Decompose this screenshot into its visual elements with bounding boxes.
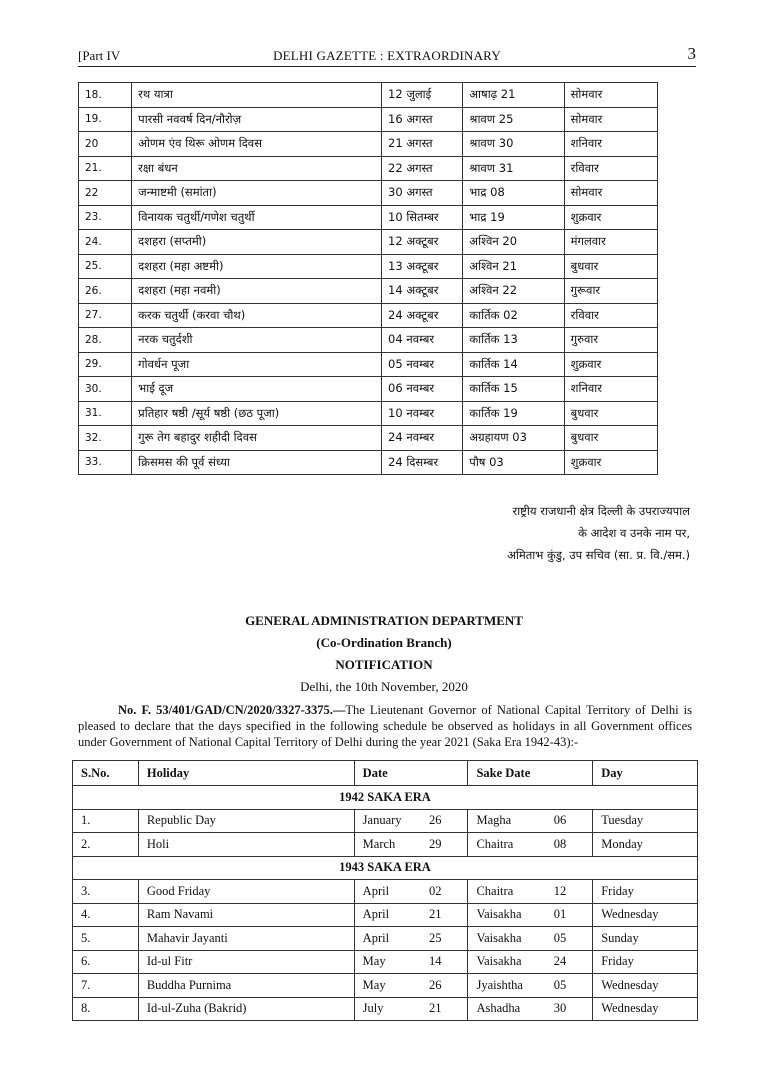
notification-date: Delhi, the 10th November, 2020	[300, 679, 468, 694]
cell-sno: 8.	[73, 997, 139, 1021]
signature-line-3: अमिताभ कुंडु, उप सचिव (सा. प्र. वि./सम.)	[507, 548, 690, 562]
table-row	[79, 132, 658, 157]
cell-saka-date	[468, 950, 593, 974]
cell-sno: 23.	[79, 205, 132, 230]
cell-holiday: Good Friday	[138, 880, 354, 904]
cell-saka-date	[468, 809, 593, 833]
cell-date: 04 नवम्बर	[382, 328, 463, 353]
table-row	[73, 880, 698, 904]
saka-day: 05	[553, 930, 567, 945]
signature-block	[507, 500, 690, 566]
cell-day: रविवार	[564, 303, 657, 328]
cell-day: बुधवार	[564, 426, 657, 451]
cell-date: 05 नवम्बर	[382, 352, 463, 377]
cell-day: सोमवार	[564, 83, 657, 108]
table-row	[79, 426, 658, 451]
cell-date: 10 सितम्बर	[382, 205, 463, 230]
cell-day: Wednesday	[593, 974, 698, 998]
cell-day: Wednesday	[593, 903, 698, 927]
table-row	[73, 974, 698, 998]
saka-month: Chaitra	[476, 883, 514, 898]
cell-date	[354, 997, 468, 1021]
date-month: April	[362, 883, 390, 898]
cell-date: 24 नवम्बर	[382, 426, 463, 451]
cell-saka-date: भाद्र 08	[463, 181, 564, 206]
date-month: May	[362, 977, 386, 992]
cell-saka-date: भाद्र 19	[463, 205, 564, 230]
table-row	[73, 903, 698, 927]
cell-saka-date	[468, 880, 593, 904]
department-title: GENERAL ADMINISTRATION DEPARTMENT	[245, 613, 523, 628]
cell-date: 22 अगस्त	[382, 156, 463, 181]
cell-sno: 5.	[73, 927, 139, 951]
date-month: January	[362, 813, 402, 828]
cell-sno: 27.	[79, 303, 132, 328]
cell-date	[354, 974, 468, 998]
table-row	[79, 279, 658, 304]
notification-text: The Lieutenant Governor of National Capital Territory of Delhi is pleased to declare that the days specified in the following schedule be observed as holidays in all Government offices under Government of National Capital Territory of Delhi during the year 2021 (Saka Era 1942-43):-	[78, 703, 692, 749]
cell-day: Wednesday	[593, 997, 698, 1021]
saka-month: Vaisakha	[476, 954, 522, 969]
cell-holiday: प्रतिहार षष्ठी /सूर्य षष्ठी (छठ पूजा)	[132, 401, 382, 426]
header-day: Day	[593, 761, 698, 786]
cell-saka-date: आषाढ़ 21	[463, 83, 564, 108]
header-date: Date	[354, 761, 468, 786]
gazette-title: DELHI GAZETTE : EXTRAORDINARY	[273, 48, 501, 63]
saka-day: 24	[553, 954, 567, 969]
cell-sno: 31.	[79, 401, 132, 426]
cell-day: रविवार	[564, 156, 657, 181]
cell-date: 16 अगस्त	[382, 107, 463, 132]
saka-day: 01	[553, 907, 567, 922]
part-label: [Part IV	[78, 48, 121, 63]
cell-holiday: क्रिसमस की पूर्व संध्या	[132, 450, 382, 475]
cell-date	[354, 880, 468, 904]
cell-saka-date	[468, 903, 593, 927]
table-row	[79, 328, 658, 353]
date-month: March	[362, 836, 396, 851]
cell-saka-date: अश्विन 21	[463, 254, 564, 279]
cell-sno: 4.	[73, 903, 139, 927]
cell-sno: 26.	[79, 279, 132, 304]
cell-date	[354, 809, 468, 833]
cell-holiday: पारसी नववर्ष दिन/नौरोज़	[132, 107, 382, 132]
cell-sno: 7.	[73, 974, 139, 998]
saka-month: Vaisakha	[476, 930, 522, 945]
cell-holiday: गोवर्धन पूजा	[132, 352, 382, 377]
cell-day: Sunday	[593, 927, 698, 951]
cell-day: बुधवार	[564, 254, 657, 279]
saka-month: Vaisakha	[476, 907, 522, 922]
cell-saka-date	[468, 974, 593, 998]
saka-day: 06	[553, 813, 567, 828]
cell-holiday: दशहरा (महा अष्टमी)	[132, 254, 382, 279]
cell-sno: 3.	[73, 880, 139, 904]
cell-holiday: नरक चतुर्दशी	[132, 328, 382, 353]
table-row	[73, 833, 698, 857]
notification-heading-block	[72, 610, 696, 698]
cell-saka-date: कार्तिक 14	[463, 352, 564, 377]
cell-saka-date	[468, 927, 593, 951]
english-holiday-table	[72, 760, 698, 1021]
cell-holiday: Mahavir Jayanti	[138, 927, 354, 951]
branch-title: (Co-Ordination Branch)	[316, 635, 452, 650]
signature-line-1: राष्ट्रीय राजधानी क्षेत्र दिल्ली के उपराज्यपाल	[512, 504, 690, 518]
date-day: 14	[428, 954, 442, 969]
cell-sno: 18.	[79, 83, 132, 108]
cell-date: 14 अक्टूबर	[382, 279, 463, 304]
cell-holiday: Ram Navami	[138, 903, 354, 927]
cell-sno: 33.	[79, 450, 132, 475]
cell-saka-date: श्रावण 25	[463, 107, 564, 132]
notification-title: NOTIFICATION	[335, 657, 433, 672]
date-month: April	[362, 907, 390, 922]
page-header	[78, 46, 696, 66]
cell-holiday: Id-ul-Zuha (Bakrid)	[138, 997, 354, 1021]
cell-sno: 28.	[79, 328, 132, 353]
era-row-1943	[73, 856, 698, 880]
date-day: 21	[428, 907, 442, 922]
header-holiday: Holiday	[138, 761, 354, 786]
saka-month: Magha	[476, 813, 512, 828]
cell-sno: 21.	[79, 156, 132, 181]
cell-sno: 19.	[79, 107, 132, 132]
cell-holiday: Holi	[138, 833, 354, 857]
cell-day: Friday	[593, 880, 698, 904]
cell-date: 10 नवम्बर	[382, 401, 463, 426]
cell-saka-date: अश्विन 20	[463, 230, 564, 255]
table-row	[79, 352, 658, 377]
table-header-row	[73, 761, 698, 786]
table-row	[79, 107, 658, 132]
cell-day: शुक्रवार	[564, 352, 657, 377]
table-row	[79, 205, 658, 230]
table-row	[79, 181, 658, 206]
cell-saka-date	[468, 997, 593, 1021]
date-day: 29	[428, 836, 442, 851]
cell-holiday: Buddha Purnima	[138, 974, 354, 998]
cell-date: 30 अगस्त	[382, 181, 463, 206]
cell-day: गुरूवार	[564, 279, 657, 304]
cell-sno: 30.	[79, 377, 132, 402]
table-row	[79, 83, 658, 108]
date-day: 26	[428, 813, 442, 828]
cell-saka-date: अग्रहायण 03	[463, 426, 564, 451]
cell-day: मंगलवार	[564, 230, 657, 255]
table-row	[79, 401, 658, 426]
hindi-holiday-table	[78, 82, 658, 475]
cell-saka-date: कार्तिक 02	[463, 303, 564, 328]
cell-holiday: रक्षा बंधन	[132, 156, 382, 181]
cell-day: सोमवार	[564, 181, 657, 206]
header-rule	[78, 66, 696, 67]
cell-day: बुधवार	[564, 401, 657, 426]
cell-sno: 29.	[79, 352, 132, 377]
saka-day: 30	[553, 1001, 567, 1016]
date-day: 21	[428, 1001, 442, 1016]
cell-holiday: Republic Day	[138, 809, 354, 833]
header-sno: S.No.	[73, 761, 139, 786]
cell-sno: 2.	[73, 833, 139, 857]
cell-saka-date: अश्विन 22	[463, 279, 564, 304]
cell-day: Friday	[593, 950, 698, 974]
notification-body	[78, 702, 692, 750]
table-row	[73, 809, 698, 833]
cell-day: शनिवार	[564, 132, 657, 157]
saka-day: 08	[553, 836, 567, 851]
date-month: April	[362, 930, 390, 945]
table-row	[79, 230, 658, 255]
cell-holiday: दशहरा (सप्तमी)	[132, 230, 382, 255]
cell-saka-date: कार्तिक 19	[463, 401, 564, 426]
cell-date: 24 अक्टूबर	[382, 303, 463, 328]
cell-sno: 6.	[73, 950, 139, 974]
cell-sno: 32.	[79, 426, 132, 451]
saka-month: Chaitra	[476, 836, 514, 851]
cell-date: 06 नवम्बर	[382, 377, 463, 402]
signature-line-2: के आदेश व उनके नाम पर,	[578, 526, 690, 540]
cell-day: सोमवार	[564, 107, 657, 132]
cell-holiday: करक चतुर्थी (करवा चौथ)	[132, 303, 382, 328]
cell-sno: 24.	[79, 230, 132, 255]
cell-holiday: रथ यात्रा	[132, 83, 382, 108]
cell-day: शुक्रवार	[564, 450, 657, 475]
era-label: 1943 SAKA ERA	[73, 856, 698, 880]
cell-day: Monday	[593, 833, 698, 857]
header-saka-date: Sake Date	[468, 761, 593, 786]
cell-date	[354, 903, 468, 927]
cell-saka-date: कार्तिक 13	[463, 328, 564, 353]
cell-holiday: ओणम एंव थिरू ओणम दिवस	[132, 132, 382, 157]
saka-month: Ashadha	[476, 1001, 521, 1016]
table-row	[79, 254, 658, 279]
cell-day: गुरुवार	[564, 328, 657, 353]
reference-number: No. F. 53/401/GAD/CN/2020/3327-3375.—	[118, 703, 346, 717]
cell-day: Tuesday	[593, 809, 698, 833]
cell-sno: 25.	[79, 254, 132, 279]
saka-day: 12	[553, 883, 567, 898]
table-row	[73, 927, 698, 951]
cell-saka-date: श्रावण 30	[463, 132, 564, 157]
date-day: 25	[428, 930, 442, 945]
saka-month: Jyaishtha	[476, 977, 523, 992]
cell-holiday: विनायक चतुर्थी/गणेश चतुर्थी	[132, 205, 382, 230]
cell-day: शुक्रवार	[564, 205, 657, 230]
cell-date	[354, 927, 468, 951]
table-row	[79, 156, 658, 181]
page-number: 3	[687, 44, 696, 63]
era-row-1942	[73, 786, 698, 810]
table-row	[79, 303, 658, 328]
cell-holiday: दशहरा (महा नवमी)	[132, 279, 382, 304]
cell-holiday: Id-ul Fitr	[138, 950, 354, 974]
cell-sno: 1.	[73, 809, 139, 833]
date-day: 02	[428, 883, 442, 898]
cell-date: 13 अक्टूबर	[382, 254, 463, 279]
table-row	[79, 450, 658, 475]
table-row	[79, 377, 658, 402]
table-row	[73, 997, 698, 1021]
cell-saka-date: पौष 03	[463, 450, 564, 475]
cell-day: शनिवार	[564, 377, 657, 402]
cell-saka-date: श्रावण 31	[463, 156, 564, 181]
cell-date: 21 अगस्त	[382, 132, 463, 157]
cell-sno: 22	[79, 181, 132, 206]
cell-sno: 20	[79, 132, 132, 157]
saka-day: 05	[553, 977, 567, 992]
date-month: July	[362, 1001, 384, 1016]
date-day: 26	[428, 977, 442, 992]
cell-date	[354, 950, 468, 974]
cell-date: 24 दिसम्बर	[382, 450, 463, 475]
cell-saka-date	[468, 833, 593, 857]
cell-date: 12 अक्टूबर	[382, 230, 463, 255]
date-month: May	[362, 954, 386, 969]
cell-holiday: जन्माष्टमी (समांता)	[132, 181, 382, 206]
cell-holiday: गुरू तेग बहादुर शहीदी दिवस	[132, 426, 382, 451]
cell-saka-date: कार्तिक 15	[463, 377, 564, 402]
cell-date: 12 जुलाई	[382, 83, 463, 108]
table-row	[73, 950, 698, 974]
cell-holiday: भाई दूज	[132, 377, 382, 402]
era-label: 1942 SAKA ERA	[73, 786, 698, 810]
cell-date	[354, 833, 468, 857]
